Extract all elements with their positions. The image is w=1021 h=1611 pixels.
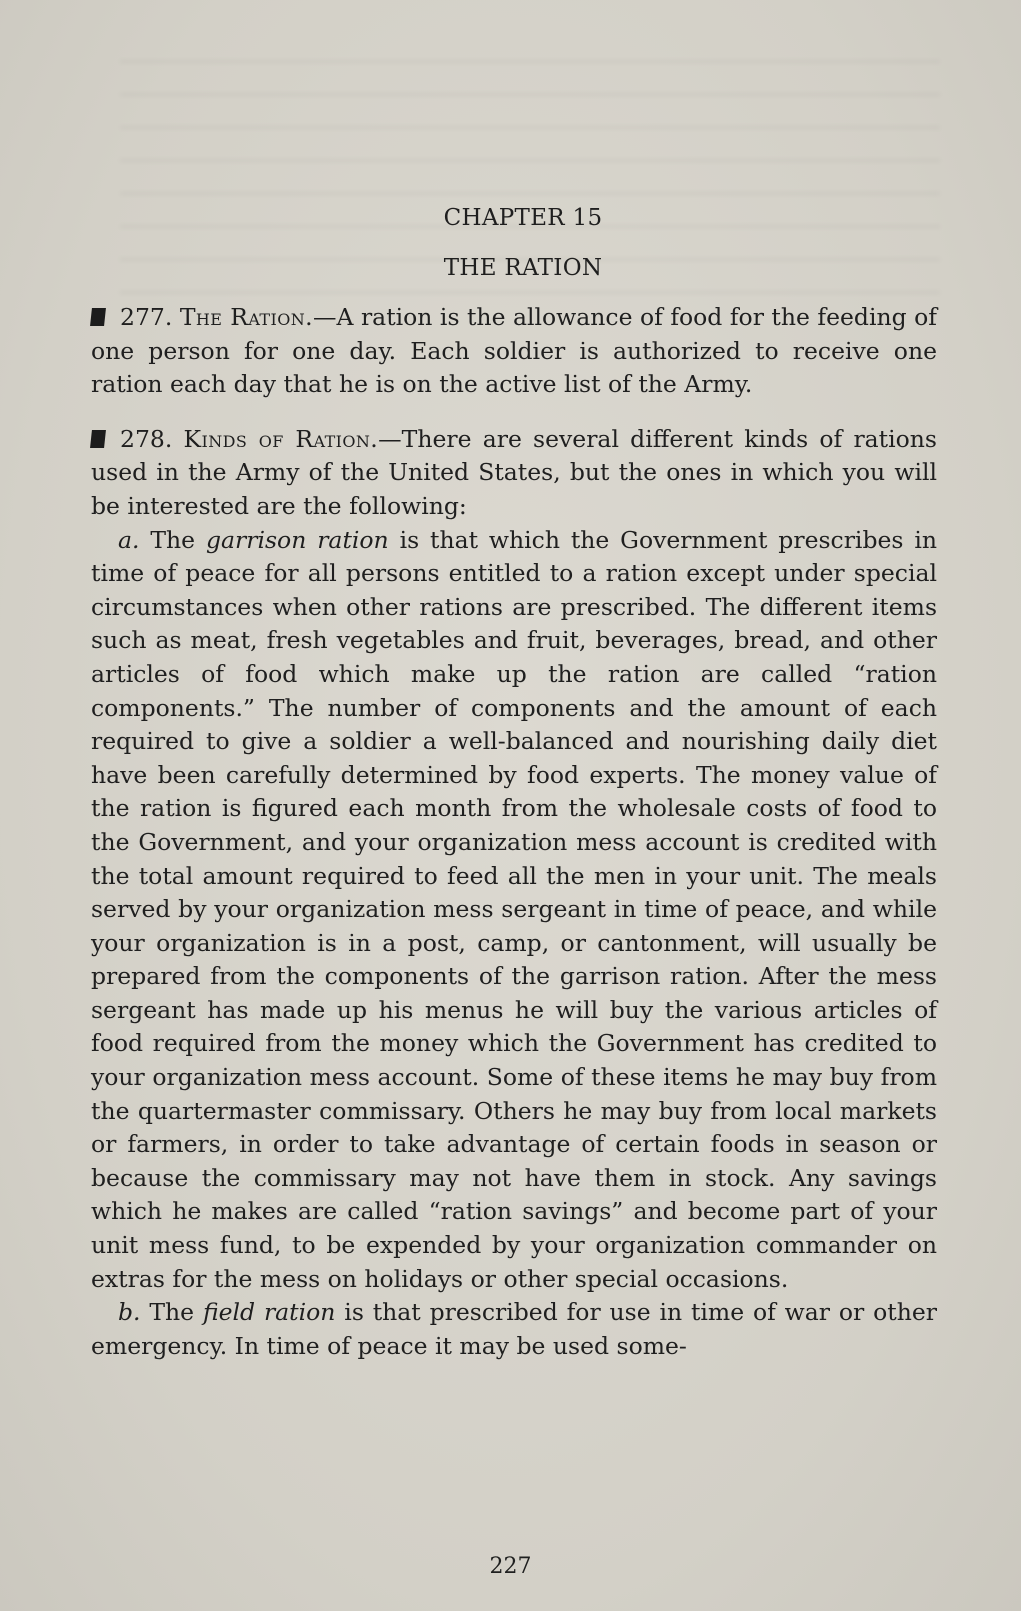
section-dash: — [378,424,402,453]
item-text: is that prescribed for use in time of war or other emergency. In time of peace it may be used some- [91,1298,937,1360]
page-content [91,205,937,1363]
section-marker-icon [90,430,106,448]
item-pre: The [150,525,196,554]
item-pre: The [149,1298,195,1327]
item-term: garrison ration [205,525,389,554]
item-term: field ration [202,1298,336,1327]
section-heading: The Ration. [179,303,313,331]
chapter-title: THE RATION [443,255,603,281]
section-heading: Kinds of Ration. [183,424,379,453]
item-text: is that which the Government prescribes in time of peace for all persons entitled to a ration except under special circumstances when other rations are prescribed. The different items such as meat, fresh vegetables and fruit, beverages, bread, and other articles of food which make up the ration are called “ration components.” The number of components and the amount of each required to give a soldier a well-balanced and nourishing daily diet have been carefully determined by food experts. The money value of the ration is figured each month from the wholesale costs of food to the Government, and your organization mess account is credited with the total amount required to feed all the men in your unit. The meals served by your organization mess sergeant in time of peace, and while your organization is in a post, camp, or cantonment, will usually be prepared from the components of the garrison ration. After the mess sergeant has made up his menus he will buy the various articles of food required from the money which the Government has credited to your organization mess account. Some of these items he may buy from the quartermaster commissary. Others he may buy from local markets or farmers, in order to take advantage of certain foods in season or because the commissary may not have them in stock. Any savings which he makes are called “ration savings” and become part of your unit mess fund, to be expended by your organization commander on extras for the mess on holidays or other special occasions. [91,525,937,1293]
chapter-heading: CHAPTER 15 [443,205,603,231]
item-b-field-ration [91,1296,937,1363]
section-278 [91,423,937,524]
item-letter: b. [118,1298,141,1327]
section-marker-icon [90,308,106,326]
section-number: 278. [120,424,173,453]
item-letter: a. [118,525,140,554]
section-277 [91,301,937,402]
section-text: A ration is the allowance of food for the feeding of one person for one day. Each soldier is authorized to receive one ration each day that he is on the active list of the Army. [91,303,937,399]
section-number: 277. [120,303,173,331]
page-number: 227 [489,1554,532,1579]
item-a-garrison-ration [91,524,937,1297]
section-dash: — [312,303,337,331]
section-text: There are several different kinds of rations used in the Army of the United States, but the ones in which you will be interested are the following: [91,424,937,520]
